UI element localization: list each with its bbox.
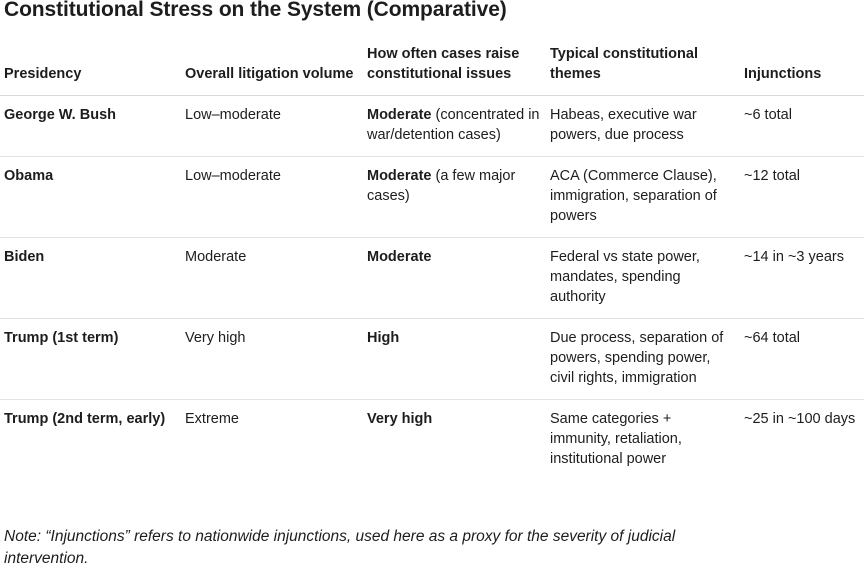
- header-litigation-volume: Overall litigation volume: [181, 44, 363, 96]
- table-header: [0, 44, 864, 96]
- cell-constitutional-themes: ACA (Commerce Clause), immigration, separation of powers: [546, 157, 740, 238]
- cell-injunctions: ~64 total: [740, 319, 864, 400]
- frequency-note: (concentrated in war/detention cases): [367, 107, 540, 143]
- cell-presidency: Trump (2nd term, early): [4, 411, 166, 427]
- cell-injunctions: ~12 total: [740, 157, 864, 238]
- table-row: [0, 238, 864, 319]
- cell-litigation-volume: Low–moderate: [181, 157, 363, 238]
- cell-injunctions: ~14 in ~3 years: [740, 238, 864, 319]
- frequency-note: (a few major cases): [367, 168, 516, 204]
- header-row: [0, 44, 864, 96]
- cell-presidency: Trump (1st term): [0, 319, 181, 400]
- header-constitutional-themes: Typical constitutional themes: [546, 44, 740, 96]
- table-row: [0, 157, 864, 238]
- cell-injunctions: ~25 in ~100 days: [744, 411, 856, 427]
- cell-constitutional-frequency: [363, 157, 546, 238]
- cell-presidency: Biden: [0, 238, 181, 319]
- table-row: [0, 400, 864, 481]
- frequency-level: High: [367, 330, 400, 346]
- cell-constitutional-frequency: [363, 319, 546, 400]
- frequency-level: Moderate: [367, 107, 432, 123]
- footnote: Note: “Injunctions” refers to nationwide injunctions, used here as a proxy for the severity of judicial intervention.: [4, 528, 676, 567]
- cell-constitutional-themes: Habeas, executive war powers, due process: [546, 96, 740, 157]
- cell-injunctions: ~6 total: [740, 96, 864, 157]
- header-constitutional-frequency: How often cases raise constitutional issues: [363, 44, 546, 96]
- cell-constitutional-frequency: [363, 400, 546, 481]
- cell-constitutional-themes: Due process, separation of powers, spending power, civil rights, immigration: [546, 319, 740, 400]
- header-presidency: Presidency: [0, 44, 181, 96]
- cell-litigation-volume: Moderate: [181, 238, 363, 319]
- cell-constitutional-themes: Federal vs state power, mandates, spending authority: [546, 238, 740, 319]
- cell-presidency: George W. Bush: [0, 96, 181, 157]
- table-row: [0, 96, 864, 157]
- frequency-level: Very high: [367, 411, 433, 427]
- cell-presidency: Obama: [0, 157, 181, 238]
- table-body: [0, 96, 864, 481]
- cell-constitutional-frequency: [363, 238, 546, 319]
- cell-constitutional-themes: Same categories + immunity, retaliation, institutional power: [550, 411, 682, 467]
- header-injunctions: Injunctions: [740, 44, 864, 96]
- cell-litigation-volume: Extreme: [185, 411, 239, 427]
- frequency-level: Moderate: [367, 249, 432, 265]
- cell-litigation-volume: Very high: [181, 319, 363, 400]
- cell-constitutional-frequency: [363, 96, 546, 157]
- page-title: Constitutional Stress on the System (Comparative): [4, 0, 507, 21]
- comparison-table: [0, 44, 864, 480]
- table-row: [0, 319, 864, 400]
- frequency-level: Moderate: [367, 168, 432, 184]
- cell-litigation-volume: Low–moderate: [181, 96, 363, 157]
